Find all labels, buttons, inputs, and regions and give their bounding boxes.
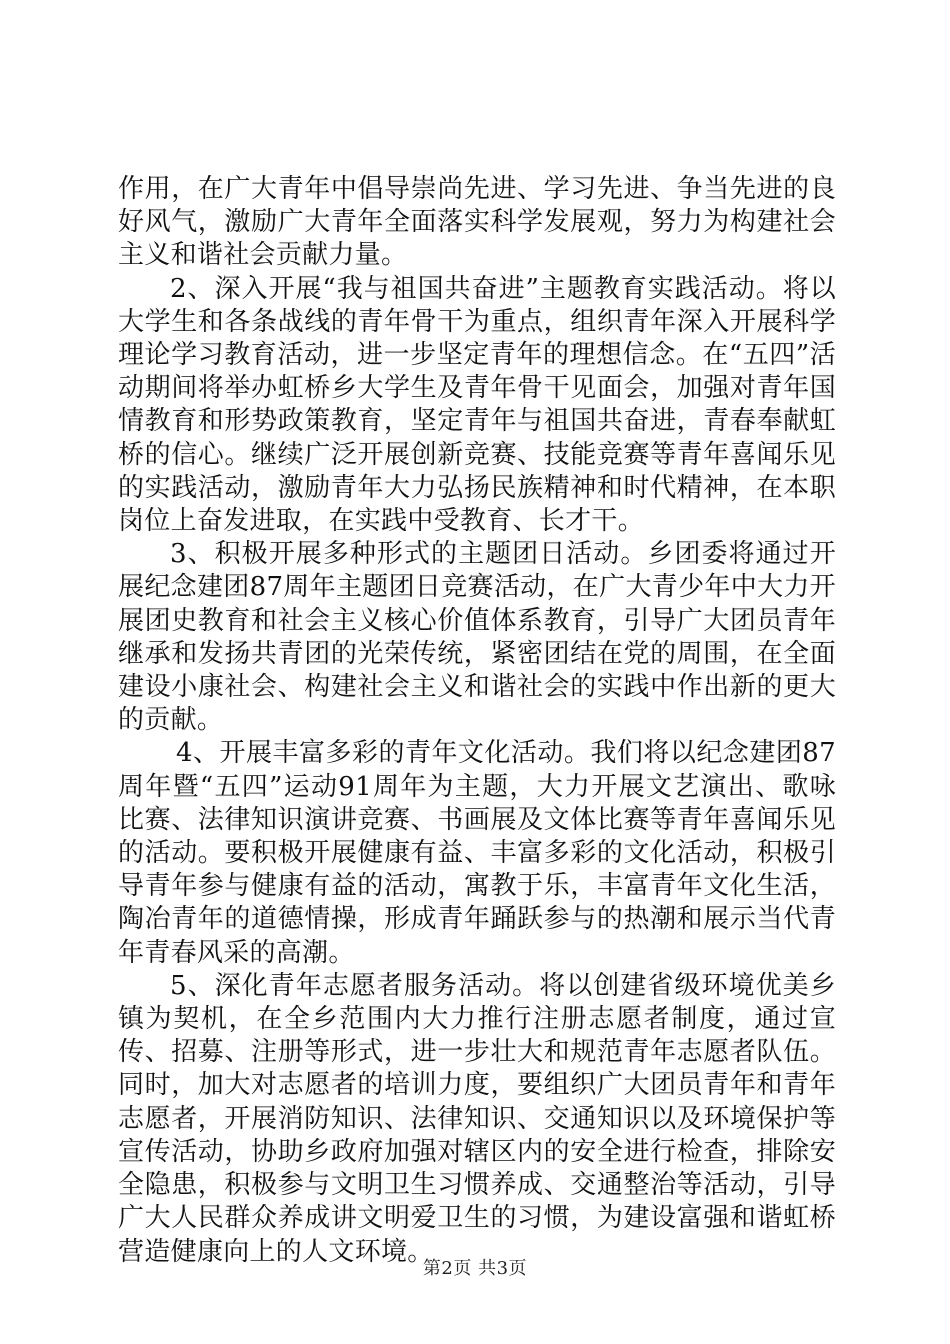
paragraph-3: 3、积极开展多种形式的主题团日活动。乡团委将通过开展纪念建团87周年主题团日竞赛活动，在广大青少年中大力开展团史教育和社会主义核心价值体系教育，引导广大团员青年继承和发扬共青团的光荣传统，紧密团结在党的周围，在全面建设小康社会、构建社会主义和谐社会的实践中作出新的更大的贡献。 bbox=[118, 539, 836, 736]
page-number-footer: 第2页 共3页 bbox=[422, 1258, 528, 1279]
paragraph-5: 5、深化青年志愿者服务活动。将以创建省级环境优美乡镇为契机，在全乡范围内大力推行注册志愿者制度，通过宣传、招募、注册等形式，进一步壮大和规范青年志愿者队伍。同时，加大对志愿者的培训力度，要组织广大团员青年和青年志愿者，开展消防知识、法律知识、交通知识以及环境保护等宣传活动，协助乡政府加强对辖区内的安全进行检查，排除安全隐患，积极参与文明卫生习惯养成、交通整治等活动，引导广大人民群众养成讲文明爱卫生的习惯，为建设富强和谐虹桥营造健康向上的人文环境。 bbox=[118, 970, 836, 1267]
paragraph-1: 作用，在广大青年中倡导崇尚先进、学习先进、争当先进的良好风气，激励广大青年全面落实科学发展观，努力为构建社会主义和谐社会贡献力量。 bbox=[118, 174, 836, 271]
paragraph-4: 4、开展丰富多彩的青年文化活动。我们将以纪念建团87周年暨“五四”运动91周年为主题，大力开展文艺演出、歌咏比赛、法律知识演讲竞赛、书画展及文体比赛等青年喜闻乐见的活动。要积极开展健康有益、丰富多彩的文化活动，积极引导青年参与健康有益的活动，寓教于乐，丰富青年文化生活，陶冶青年的道德情操，形成青年踊跃参与的热潮和展示当代青年青春风采的高潮。 bbox=[118, 738, 836, 968]
paragraph-2: 2、深入开展“我与祖国共奋进”主题教育实践活动。将以大学生和各条战线的青年骨干为重点，组织青年深入开展科学理论学习教育活动，进一步坚定青年的理想信念。在“五四”活动期间将举办虹桥乡大学生及青年骨干见面会，加强对青年国情教育和形势政策教育，坚定青年与祖国共奋进，青春奉献虹桥的信心。继续广泛开展创新竞赛、技能竞赛等青年喜闻乐见的实践活动，激励青年大力弘扬民族精神和时代精神，在本职岗位上奋发进取，在实践中受教育、长才干。 bbox=[118, 273, 837, 537]
document-body bbox=[118, 173, 836, 1269]
